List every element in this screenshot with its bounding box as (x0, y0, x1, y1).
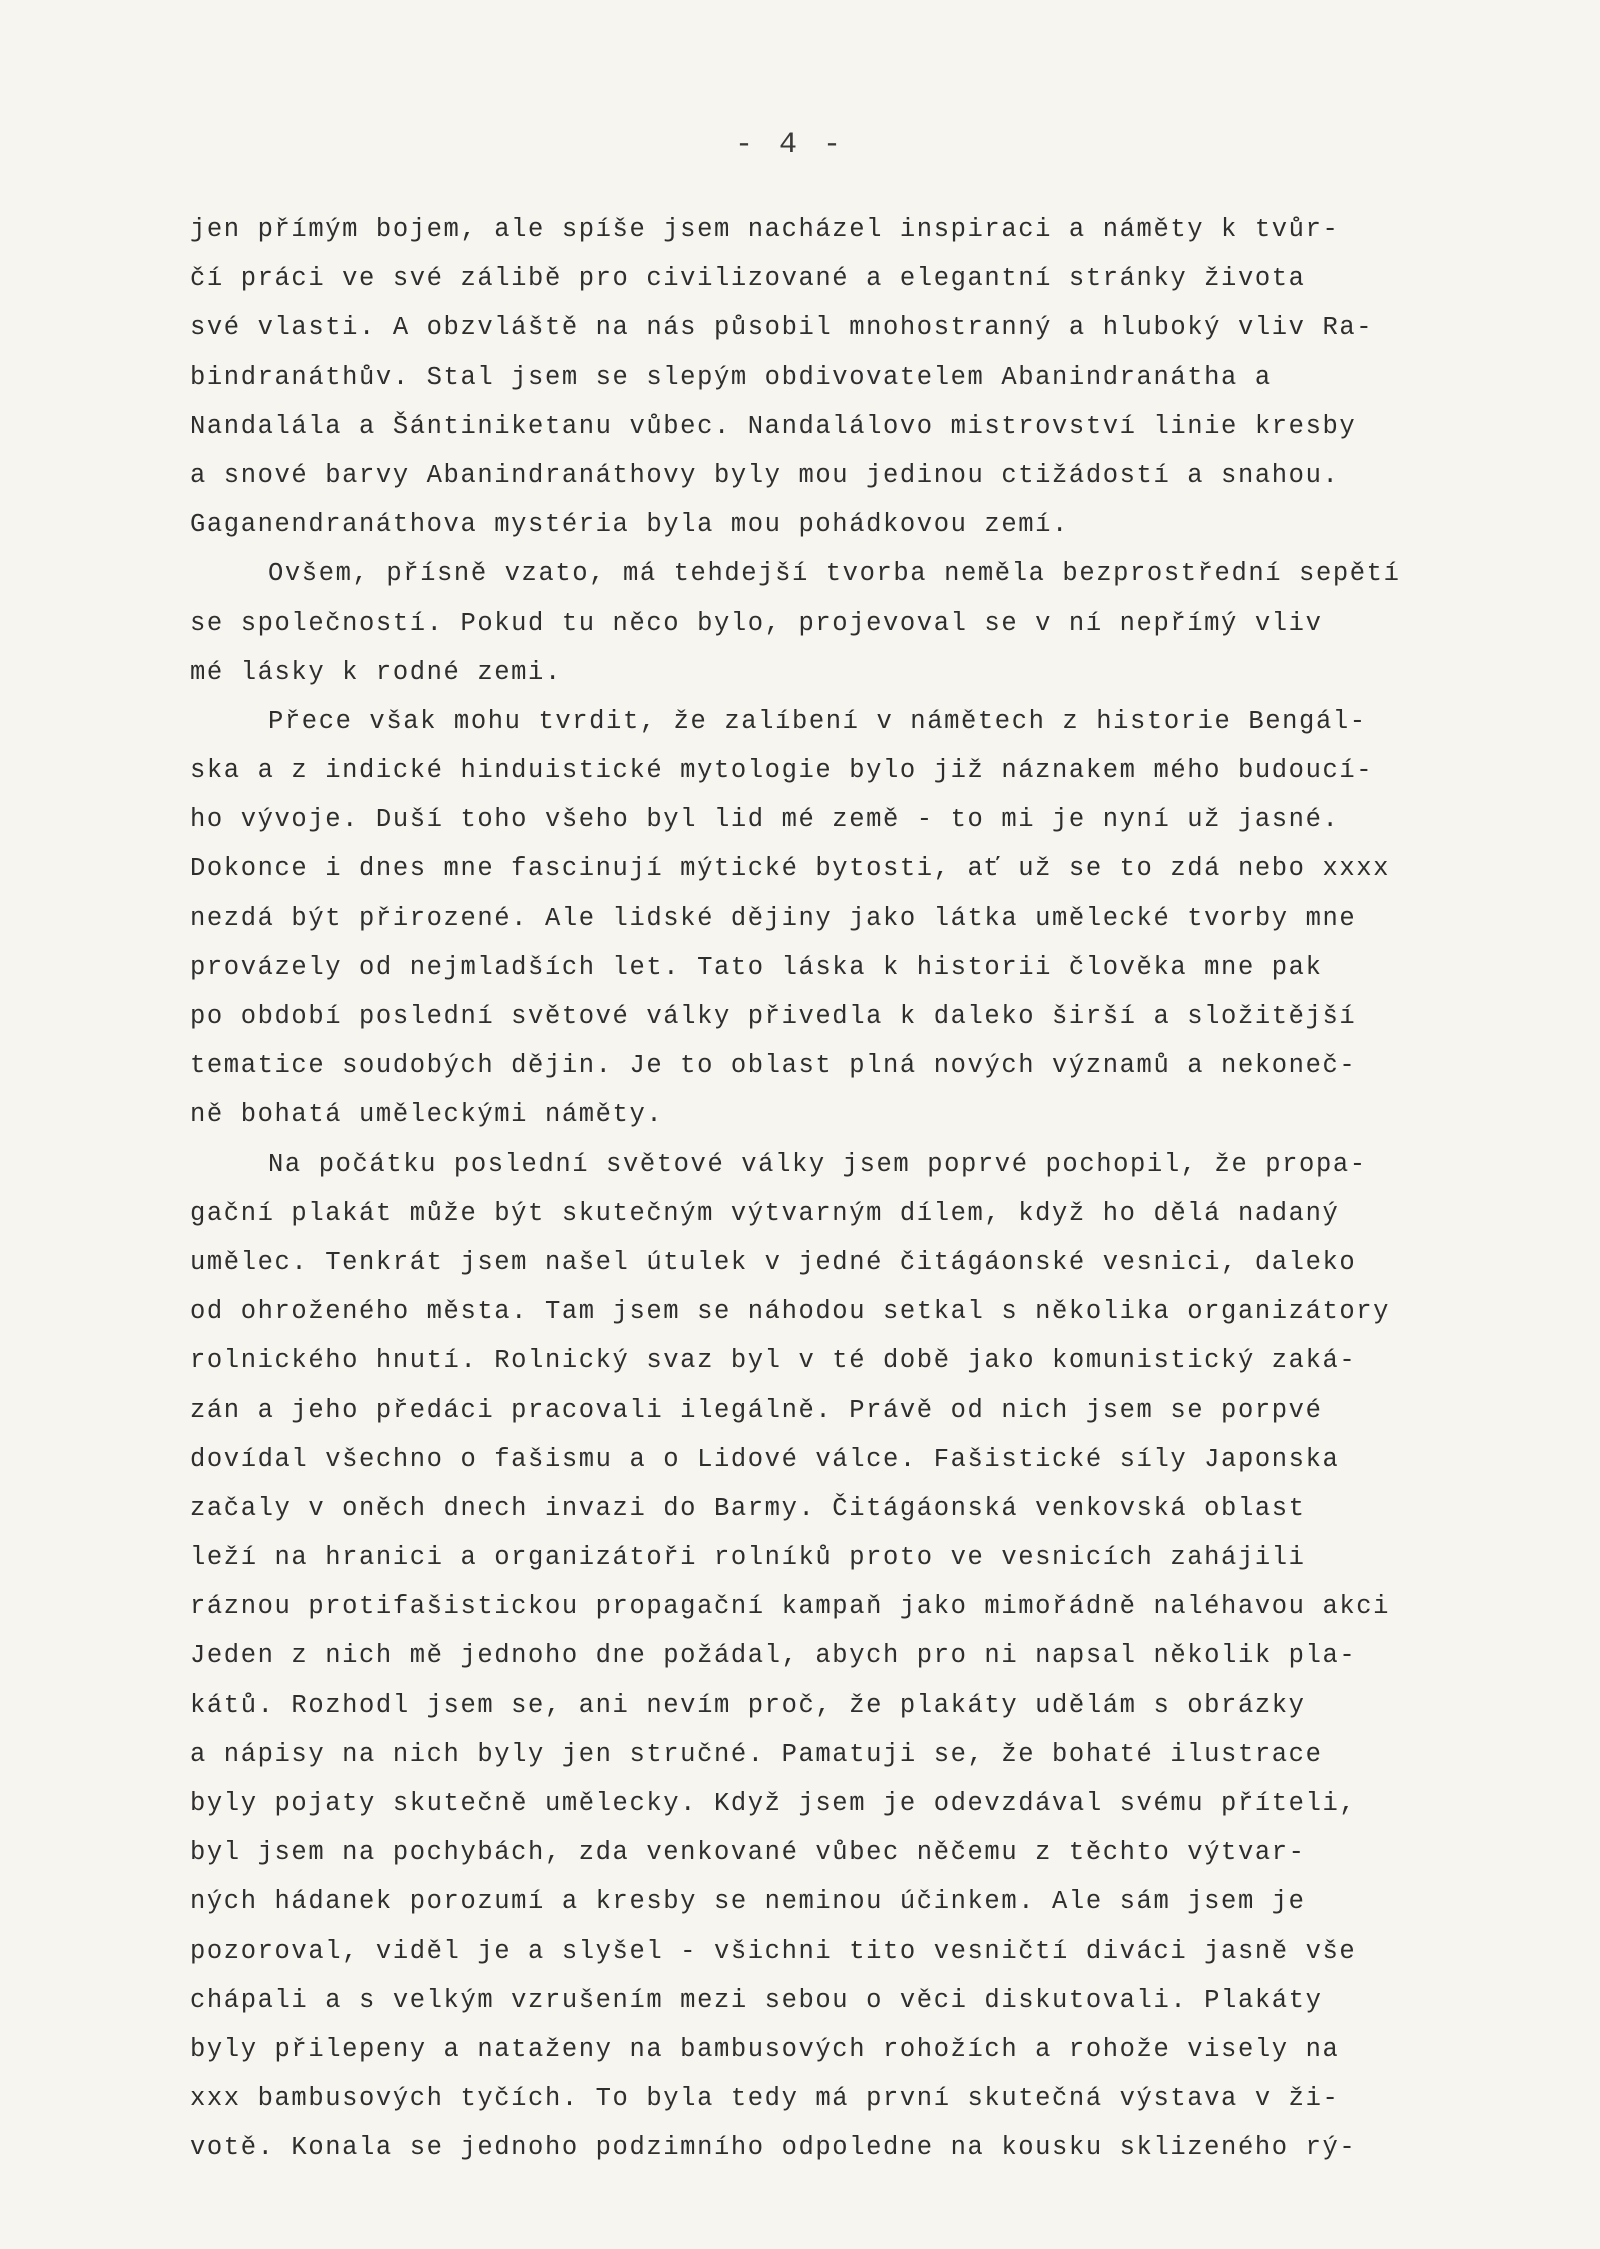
text-line: provázely od nejmladších let. Tato láska k historii člověka mne pak (190, 952, 1323, 982)
text-line: zán a jeho předáci pracovali ilegálně. Právě od nich jsem se porpvé (190, 1395, 1323, 1425)
text-line: gační plakát může být skutečným výtvarným dílem, když ho dělá nadaný (190, 1198, 1340, 1228)
text-line: Dokonce i dnes mne fascinují mýtické bytosti, ať už se to zdá nebo xxxx (190, 854, 1391, 884)
text-line: ráznou protifašistickou propagační kampaň jako mimořádně naléhavou akci (190, 1592, 1391, 1622)
text-line: nezdá být přirozené. Ale lidské dějiny jako látka umělecké tvorby mne (190, 903, 1357, 933)
text-line: ně bohatá uměleckými náměty. (190, 1100, 664, 1130)
text-line: a snové barvy Abanindranáthovy byly mou jedinou ctižádostí a snahou. (190, 460, 1340, 490)
text-line: votě. Konala se jednoho podzimního odpoledne na kousku sklizeného rý- (190, 2133, 1357, 2163)
text-line: své vlasti. A obzvláště na nás působil mnohostranný a hluboký vliv Ra- (190, 313, 1374, 343)
text-line: se společností. Pokud tu něco bylo, projevoval se v ní nepřímý vliv (190, 608, 1323, 638)
text-line: po období poslední světové války přivedla k daleko širší a složitější (190, 1002, 1357, 1031)
text-line: byly pojaty skutečně umělecky. Když jsem je odevzdával svému příteli, (190, 1789, 1357, 1818)
text-line: ho vývoje. Duší toho všeho byl lid mé země - to mi je nyní už jasné. (190, 805, 1340, 835)
text-line: umělec. Tenkrát jsem našel útulek v jedné čitágáonské vesnici, daleko (190, 1247, 1357, 1277)
text-line: Jeden z nich mě jednoho dne požádal, abych pro ni napsal několik pla- (190, 1641, 1357, 1671)
text-line: pozoroval, viděl je a slyšel - všichni tito vesničtí diváci jasně vše (190, 1936, 1357, 1966)
text-line: chápali a s velkým vzrušením mezi sebou o věci diskutovali. Plakáty (190, 1985, 1323, 2015)
text-line: od ohroženého města. Tam jsem se náhodou setkal s několika organizátory (190, 1297, 1391, 1327)
body-text (190, 205, 1590, 2173)
text-line: xxx bambusových tyčích. To byla tedy má první skutečná výstava v ži- (190, 2084, 1340, 2114)
text-line: byly přilepeny a nataženy na bambusových rohožích a rohože visely na (190, 2034, 1340, 2064)
text-line: Přece však mohu tvrdit, že zalíbení v námětech z historie Bengál- (268, 706, 1367, 736)
page-number: - 4 - (734, 128, 845, 162)
text-line: začaly v oněch dnech invazi do Barmy. Čitágáonská venkovská oblast (190, 1493, 1306, 1523)
text-line: ska a z indické hinduistické mytologie bylo již náznakem mého budoucí- (190, 756, 1374, 786)
text-line: jen přímým bojem, ale spíše jsem nacházel inspiraci a náměty k tvůr- (190, 215, 1340, 244)
text-line: ných hádanek porozumí a kresby se neminou účinkem. Ale sám jsem je (190, 1887, 1306, 1917)
text-line: rolnického hnutí. Rolnický svaz byl v té době jako komunistický zaká- (190, 1346, 1357, 1376)
text-line: Ovšem, přísně vzato, má tehdejší tvorba neměla bezprostřední sepětí (268, 559, 1401, 589)
text-line: kátů. Rozhodl jsem se, ani nevím proč, že plakáty udělám s obrázky (190, 1690, 1306, 1720)
text-line: Nandalála a Šántiniketanu vůbec. Nandalálovo mistrovství linie kresby (190, 411, 1357, 441)
text-line: tematice soudobých dějin. Je to oblast plná nových významů a nekoneč- (190, 1051, 1357, 1081)
text-line: dovídal všechno o fašismu a o Lidové válce. Fašistické síly Japonska (190, 1444, 1340, 1474)
text-line: bindranáthův. Stal jsem se slepým obdivovatelem Abanindranátha a (190, 362, 1272, 392)
text-line: leží na hranici a organizátoři rolníků proto ve vesnicích zahájili (190, 1543, 1306, 1573)
text-line: mé lásky k rodné zemi. (190, 657, 562, 687)
text-line: byl jsem na pochybách, zda venkované vůbec něčemu z těchto výtvar- (190, 1838, 1306, 1868)
text-line: čí práci ve své zálibě pro civilizované a elegantní stránky života (190, 264, 1306, 294)
text-line: Gaganendranáthova mystéria byla mou pohádkovou zemí. (190, 510, 1069, 540)
text-line: a nápisy na nich byly jen stručné. Pamatuji se, že bohaté ilustrace (190, 1739, 1323, 1769)
text-line: Na počátku poslední světové války jsem poprvé pochopil, že propa- (268, 1149, 1367, 1179)
